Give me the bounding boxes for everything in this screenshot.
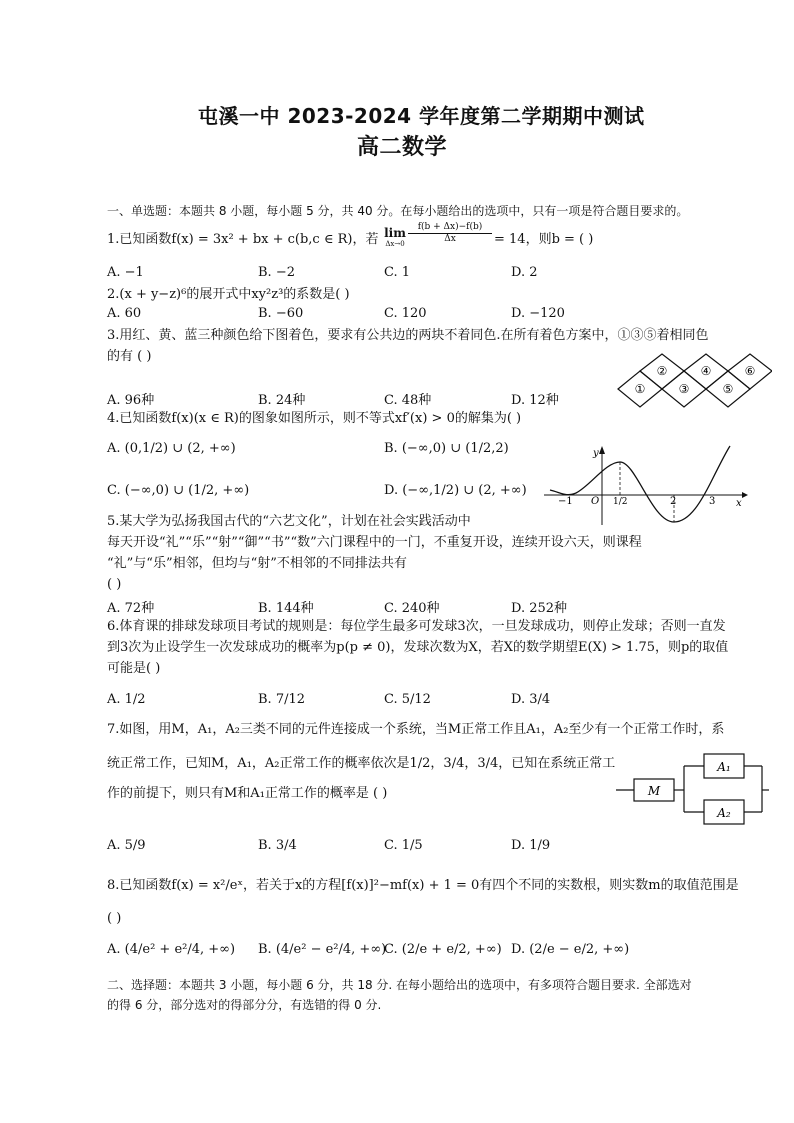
q4-option-b: B. (−∞,0) ∪ (1/2,2) bbox=[384, 441, 509, 456]
q8-option-b: B. (4/e² − e²/4, +∞) bbox=[258, 942, 387, 957]
q7-option-d: D. 1/9 bbox=[511, 838, 551, 853]
q1-option-a: A. −1 bbox=[107, 265, 144, 280]
q3-option-d: D. 12种 bbox=[511, 393, 559, 408]
q1-stem-end: = 14，则b = ( ) bbox=[494, 232, 594, 247]
q6-stem-line2: 到3次为止设学生一次发球成功的概率为p(p ≠ 0)，发球次数为X，若X的数学期望E(X) > 1.75，则p的取值 bbox=[107, 640, 729, 655]
graph-label-x: x bbox=[736, 498, 742, 509]
q1-fraction bbox=[408, 222, 492, 245]
q1-option-c: C. 1 bbox=[384, 265, 411, 280]
section-1-heading: 一、单选题：本题共 8 小题，每小题 5 分，共 40 分。在每小题给出的选项中，只有一项是符合题目要求的。 bbox=[107, 204, 689, 218]
q6-option-c: C. 5/12 bbox=[384, 692, 431, 707]
q6-option-d: D. 3/4 bbox=[511, 692, 551, 707]
section-2-heading-line2: 的得 6 分，部分选对的得部分分，有选错的得 0 分. bbox=[107, 998, 382, 1012]
q5-stem-line4: ( ) bbox=[107, 577, 122, 592]
q5-stem-line2: 每天开设“礼”“乐”“射”“御”“书”“数”六门课程中的一门，不重复开设，连续开设六天，则课程 bbox=[107, 535, 642, 550]
q5-option-a: A. 72种 bbox=[107, 601, 155, 616]
q4-stem: 4.已知函数f(x)(x ∈ R)的图象如图所示，则不等式xf′(x) > 0的解集为( ) bbox=[107, 411, 522, 426]
graph-label-origin: O bbox=[591, 496, 600, 507]
region-label-5: ⑤ bbox=[722, 382, 734, 396]
q2-option-b: B. −60 bbox=[258, 306, 304, 321]
q6-option-a: A. 1/2 bbox=[107, 692, 146, 707]
q5-option-b: B. 144种 bbox=[258, 601, 314, 616]
q7-stem-line3: 作的前提下，则只有M和A₁正常工作的概率是 ( ) bbox=[107, 786, 388, 801]
region-label-6: ⑥ bbox=[744, 364, 756, 378]
exam-subtitle: 高二数学 bbox=[357, 135, 448, 160]
exam-title: 屯溪一中 2023-2024 学年度第二学期期中测试 bbox=[198, 104, 645, 128]
q8-option-a: A. (4/e² + e²/4, +∞) bbox=[107, 942, 236, 957]
q4-function-graph bbox=[540, 440, 750, 528]
q7-stem-line1: 7.如图，用M，A₁，A₂三类不同的元件连接成一个系统，当M正常工作且A₁，A₂至少有一个正常工作时，系 bbox=[107, 722, 725, 737]
q3-stem-line2: 的有 ( ) bbox=[107, 349, 152, 364]
x-axis-arrow bbox=[742, 492, 748, 498]
y-axis-arrow bbox=[599, 446, 605, 454]
q6-option-b: B. 7/12 bbox=[258, 692, 306, 707]
q6-stem-line3: 可能是( ) bbox=[107, 661, 161, 676]
q1-limit bbox=[383, 226, 407, 248]
region-label-1: ① bbox=[634, 382, 646, 396]
q5-option-d: D. 252种 bbox=[511, 601, 568, 616]
q4-option-d: D. (−∞,1/2) ∪ (2, +∞) bbox=[384, 483, 527, 498]
graph-label-three: 3 bbox=[709, 496, 716, 507]
section-2-heading-line1: 二、选择题：本题共 3 小题，每小题 6 分，共 18 分. 在每小题给出的选项中，有多项符合题目要求. 全部选对 bbox=[107, 978, 692, 992]
graph-label-two: 2 bbox=[670, 496, 677, 507]
q5-stem-line1: 5.某大学为弘扬我国古代的“六艺文化”，计划在社会实践活动中 bbox=[107, 514, 471, 529]
q3-stem-line1: 3.用红、黄、蓝三种颜色给下图着色，要求有公共边的两块不着同色.在所有着色方案中，①③⑤着相同色 bbox=[107, 328, 709, 343]
graph-label-minus-one: −1 bbox=[558, 496, 573, 507]
function-curve bbox=[550, 446, 730, 522]
q2-option-a: A. 60 bbox=[107, 306, 142, 321]
q7-option-b: B. 3/4 bbox=[258, 838, 297, 853]
q1-lim-sub: Δx→0 bbox=[385, 240, 405, 248]
q5-option-c: C. 240种 bbox=[384, 601, 440, 616]
q5-stem-line3: “礼”与“乐”相邻，但均与“射”不相邻的不同排法共有 bbox=[107, 556, 407, 571]
q3-option-b: B. 24种 bbox=[258, 393, 306, 408]
q2-stem: 2.(x + y−z)⁶的展开式中xy²z³的系数是( ) bbox=[107, 287, 350, 302]
q2-option-d: D. −120 bbox=[511, 306, 565, 321]
q2-option-c: C. 120 bbox=[384, 306, 427, 321]
q1-frac-den: Δx bbox=[444, 234, 456, 244]
q8-option-d: D. (2/e − e/2, +∞) bbox=[511, 942, 630, 957]
q8-stem-line1: 8.已知函数f(x) = x²/eˣ，若关于x的方程[f(x)]²−mf(x) + 1 = 0有四个不同的实数根，则实数m的取值范围是 bbox=[107, 878, 739, 893]
label-a1: A₁ bbox=[717, 760, 731, 774]
q6-stem-line1: 6.体育课的排球发球项目考试的规则是：每位学生最多可发球3次，一旦发球成功，则停止发球；否则一直发 bbox=[107, 619, 726, 634]
region-label-3: ③ bbox=[678, 382, 690, 396]
q1-stem: 1.已知函数f(x) = 3x² + bx + c(b,c ∈ R)，若 bbox=[107, 232, 379, 247]
region-label-4: ④ bbox=[700, 364, 712, 378]
q3-option-a: A. 96种 bbox=[107, 393, 155, 408]
q1-option-d: D. 2 bbox=[511, 265, 538, 280]
q7-option-a: A. 5/9 bbox=[107, 838, 146, 853]
q4-option-a: A. (0,1/2) ∪ (2, +∞) bbox=[107, 441, 236, 456]
label-a2: A₂ bbox=[717, 806, 731, 820]
q8-stem-line2: ( ) bbox=[107, 911, 122, 926]
q7-circuit-diagram bbox=[612, 748, 770, 830]
q8-option-c: C. (2/e + e/2, +∞) bbox=[384, 942, 502, 957]
q1-frac-num: f(b + Δx)−f(b) bbox=[408, 222, 492, 234]
graph-label-half: 1/2 bbox=[613, 497, 628, 507]
q3-coloring-figure bbox=[592, 350, 772, 412]
region-label-2: ② bbox=[656, 364, 668, 378]
label-m: M bbox=[647, 784, 661, 798]
q7-option-c: C. 1/5 bbox=[384, 838, 423, 853]
q3-option-c: C. 48种 bbox=[384, 393, 432, 408]
q1-option-b: B. −2 bbox=[258, 265, 295, 280]
q7-stem-line2: 统正常工作，已知M，A₁，A₂正常工作的概率依次是1/2，3/4，3/4，已知在系统正常工 bbox=[107, 756, 616, 771]
q4-option-c: C. (−∞,0) ∪ (1/2, +∞) bbox=[107, 483, 250, 498]
graph-label-y: y bbox=[593, 448, 599, 459]
q1-lim-text: lim bbox=[384, 226, 406, 240]
